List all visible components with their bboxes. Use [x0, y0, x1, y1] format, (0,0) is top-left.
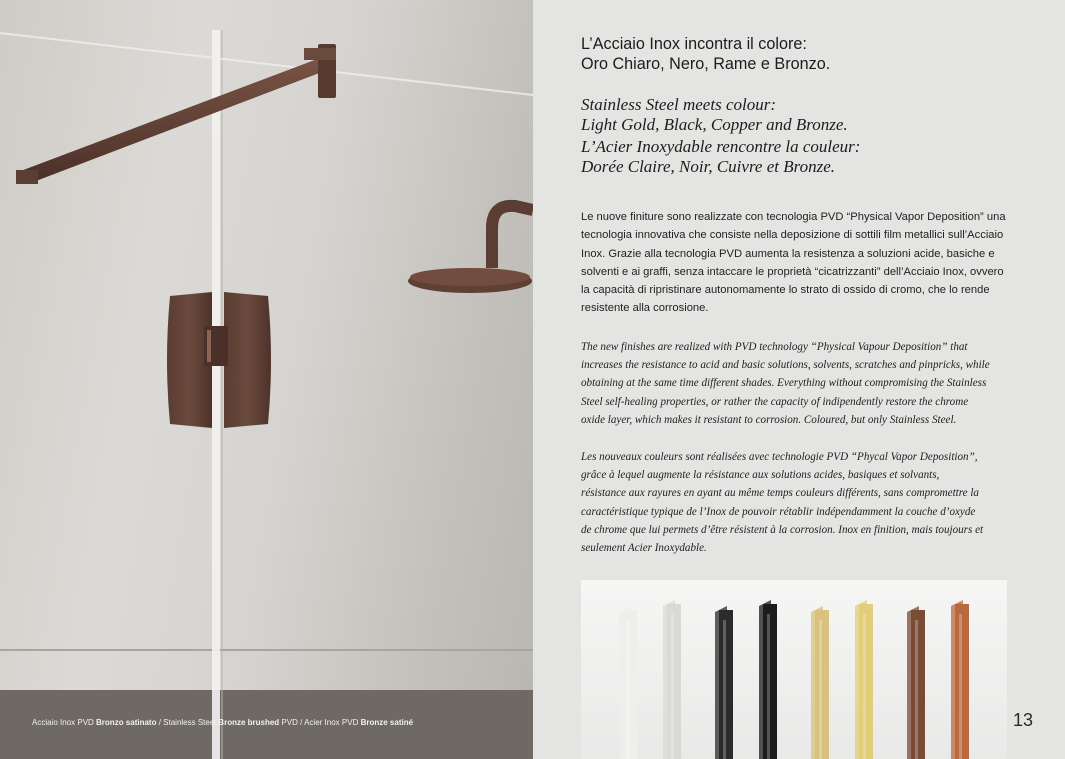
heading-english: [581, 95, 848, 135]
heading-italian-line-1: L’Acciaio Inox incontra il colore:: [581, 35, 807, 53]
heading-french: [581, 137, 860, 177]
body-english-line: increases the resistance to acid and basic solutions, solvents, scratches and pinpricks, while: [581, 359, 990, 372]
body-french-line: résistance aux rayures en ayant au même temps couleurs différents, sans compromettre la: [581, 487, 979, 500]
page-number: 13: [1012, 710, 1033, 730]
body-italian-line: tecnologia innovativa che consiste nella deposizione di sottili film metallici sull’Acciaio: [581, 229, 1004, 242]
heading-italian: [581, 34, 830, 74]
finish-sample-profile: [907, 606, 925, 759]
body-italian-line: Inox. Grazie alla tecnologia PVD aumenta la resistenza a soluzioni acide, basiche e: [581, 247, 995, 260]
body-english-line: Steel self-healing properties, or rather the capacity of indipendently restore the chrome: [581, 395, 969, 408]
finish-sample-profile: [715, 606, 733, 759]
body-italian-line: resistente alla corrosione.: [581, 302, 709, 315]
heading-english-line-1: Stainless Steel meets colour:: [581, 95, 776, 114]
body-french-line: Les nouveaux couleurs sont réalisées avec technologie PVD “Phycal Vapor Deposition”,: [581, 451, 978, 463]
body-english-line: obtaining at the same time different shades. Everything without compromising the Stainless: [581, 377, 987, 390]
body-french-line: seulement Acier Inoxydable.: [581, 542, 707, 555]
photo-caption: [32, 718, 413, 727]
body-english-line: oxide layer, which makes it resistant to corrosion. Coloured, but only Stainless Steel.: [581, 413, 957, 426]
caption-french-prefix: PVD / Acier Inox PVD: [279, 718, 361, 727]
body-english-line: The new finishes are realized with PVD technology “Physical Vapour Deposition” that: [581, 341, 968, 353]
caption-italian-prefix: Acciaio Inox PVD: [32, 718, 97, 727]
body-french: [581, 448, 1021, 557]
finish-profiles-illustration: [581, 580, 1007, 759]
body-french-line: grâce à lequel augmente la résistance aux solutions acides, basiques et solvants,: [581, 469, 940, 482]
finish-sample-profile: [619, 606, 637, 759]
caption-italian-finish: Bronzo satinato: [96, 718, 157, 727]
finish-sample-profile: [811, 606, 829, 759]
finish-sample-profile: [855, 600, 873, 759]
finish-samples-photo: [581, 580, 1007, 759]
body-italian-line: solventi e ai graffi, senza intaccare le proprietà “cicatrizzanti” dell’Acciaio Inox, ovvero: [581, 265, 1004, 278]
finish-sample-profile: [663, 600, 681, 759]
heading-french-line-1: L’Acier Inoxydable rencontre la couleur:: [581, 137, 861, 156]
caption-english-prefix: / Stainless Steel: [156, 718, 219, 727]
finish-sample-profile: [951, 600, 969, 759]
body-italian-line: la capacità di ripristinare autonomamente lo strato di ossido di cromo, che lo rende: [581, 284, 990, 297]
body-italian-line: Le nuove finiture sono realizzate con tecnologia PVD “Physical Vapor Deposition” una: [581, 211, 1006, 223]
finish-sample-profile: [759, 600, 777, 759]
body-french-line: de chrome que lui permets d’être résistent à la corrosion. Inox en finition, mais toujours et: [581, 523, 984, 536]
heading-french-line-2: Dorée Claire, Noir, Cuivre et Bronze.: [581, 157, 836, 176]
body-french-line: caractéristique typique de l’Inox de pouvoir rétablir indépendamment la couche d’oxyde: [581, 505, 976, 518]
heading-italian-line-2: Oro Chiaro, Nero, Rame e Bronzo.: [581, 55, 831, 73]
body-english: [581, 338, 1021, 429]
caption-english-finish: Bronze brushed: [218, 718, 280, 727]
heading-english-line-2: Light Gold, Black, Copper and Bronze.: [581, 115, 848, 134]
body-italian: [581, 208, 1016, 318]
text-page: [533, 0, 1065, 759]
caption-french-finish: Bronze satiné: [360, 718, 414, 727]
